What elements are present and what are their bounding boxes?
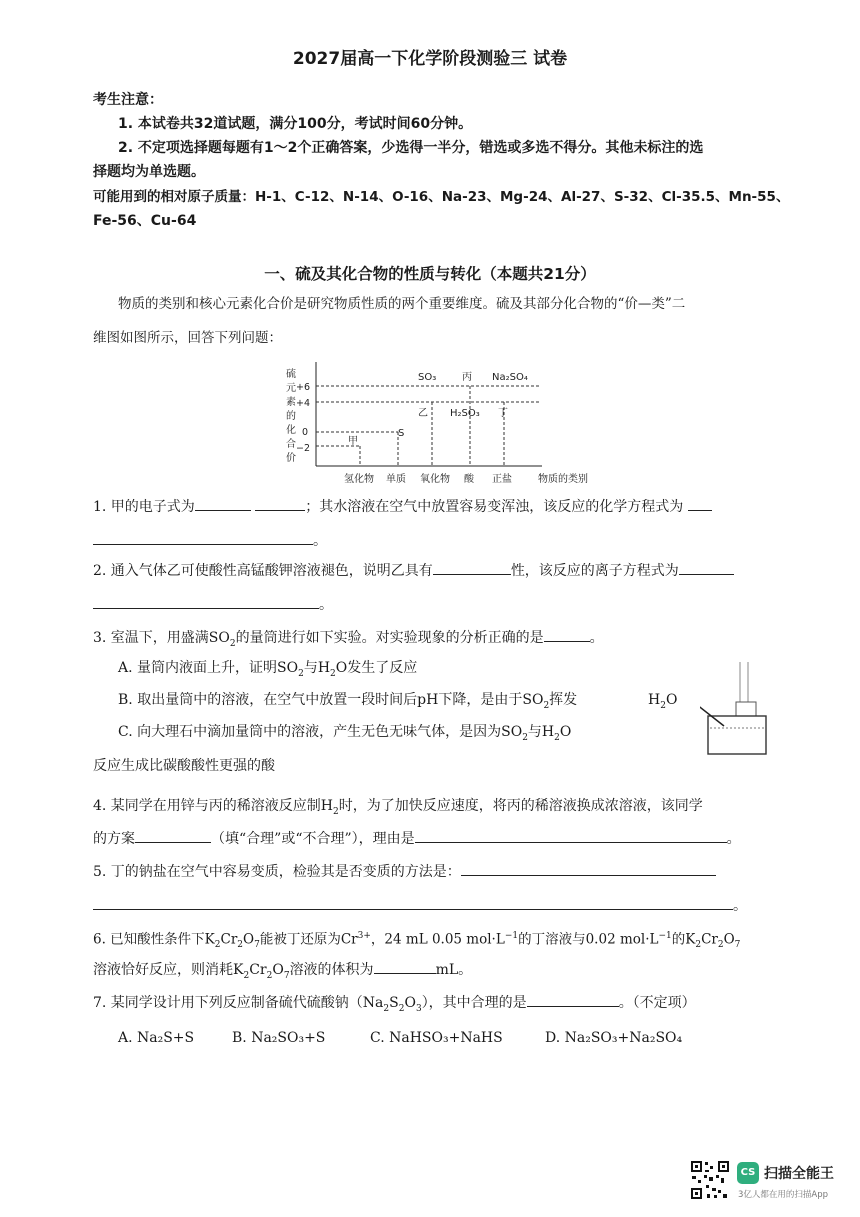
chart-y-label-char: 价 [286, 453, 296, 464]
q7-option-b: B. Na₂SO₃+S [232, 1030, 326, 1046]
tick-label-plus6: +6 [296, 382, 311, 393]
label-pointer-line [700, 704, 724, 726]
q5-blank-method-start[interactable] [461, 861, 716, 876]
chart-y-label-char: 素 [286, 397, 296, 408]
qr-code-icon [690, 1160, 730, 1200]
section-1-title: 一、硫及其化合物的性质与转化（本题共21分） [264, 265, 596, 283]
q1-blank-equation[interactable] [93, 530, 313, 545]
notice-item-2b: 择题均为单选题。 [93, 164, 205, 180]
chart-point-label: 丙 [462, 372, 472, 383]
q1-stem-pre: 1. 甲的电子式为 [93, 499, 195, 515]
tick-label-minus2: −2 [296, 443, 311, 454]
chart-point-label: S [398, 428, 405, 439]
scanner-brand-name: 扫描全能王 [764, 1166, 834, 1182]
q3-stem: 3. 室温下，用盛满$SO_2$的量筒进行如下实验。对实验现象的分析正确的是 。 [93, 627, 604, 654]
q4-line2: 的方案 （填“合理”或“不合理”），理由是 。 [93, 828, 741, 849]
q3-option-c: C. 向大理石中滴加量筒中的溶液，产生无色无味气体，是因为$SO_2$与$H_2O$ [118, 724, 572, 743]
chart-category-tick-label: 正盐 [492, 474, 512, 485]
q3-answer-blank[interactable] [544, 627, 590, 642]
cylinder-clamp [736, 702, 756, 716]
q1-line1 [93, 496, 712, 517]
q1-blank-equation-start[interactable] [688, 496, 712, 511]
q5-blank-method[interactable] [93, 895, 733, 910]
notice-item-2a: 2. 不定项选择题每题有1～2个正确答案，少选得一半分，错选或多选不得分。其他未标注的选 [118, 140, 704, 156]
notice-item-1: 1. 本试卷共32道试题，满分100分，考试时间60分钟。 [118, 116, 473, 132]
chart-point-label: 丁 [498, 408, 508, 419]
chart-point-label: SO₃ [418, 372, 437, 383]
camscanner-logo-icon: CS [737, 1162, 759, 1184]
q7-answer-blank[interactable] [527, 992, 619, 1007]
chart-category-tick-label: 氧化物 [420, 474, 450, 485]
chart-y-label-char: 化 [286, 425, 296, 436]
q3-option-a: A. 量筒内液面上升，证明$SO_2$与$H_2O$发生了反应 [118, 660, 418, 679]
chart-x-axis-label: 物质的类别 [538, 474, 588, 485]
chart-y-axis-label [286, 367, 296, 464]
atomic-masses-line1: 可能用到的相对原子质量：H-1、C-12、N-14、O-16、Na-23、Mg-24、Al-27、S-32、Cl-35.5、Mn-55、 [93, 189, 790, 205]
q2-line2: 。 [93, 594, 333, 615]
q5-line2: 。 [93, 895, 747, 916]
q4-blank-judgement[interactable] [135, 828, 211, 843]
q7-option-d: D. Na₂SO₃+Na₂SO₄ [545, 1030, 683, 1046]
q1-line2: 。 [93, 530, 327, 551]
chart-y-label-char: 元 [286, 383, 296, 394]
chart-category-tick-label: 氢化物 [344, 474, 374, 485]
q6-blank-volume[interactable] [374, 959, 436, 974]
scanner-watermark [690, 1160, 850, 1204]
section-1-intro-b: 维图如图所示，回答下列问题： [93, 330, 282, 346]
notice-heading: 考生注意： [93, 92, 163, 108]
q3-option-b: B. 取出量筒中的溶液，在空气中放置一段时间后pH下降，是由于$SO_2$挥发 [118, 692, 578, 711]
q2-stem-pre: 2. 通入气体乙可使酸性高锰酸钾溶液褪色，说明乙具有 [93, 563, 433, 579]
chart-category-tick-label: 酸 [464, 474, 474, 485]
q2-stem-post: 性，该反应的离子方程式为 [510, 563, 679, 579]
scanner-tagline: 3亿人都在用的扫描App [738, 1190, 829, 1200]
q4-line1: 4. 某同学在用锌与丙的稀溶液反应制$H_2$时，为了加快反应速度，将丙的稀溶液换成浓溶液，该同学 [93, 798, 703, 817]
page-title: 2027届高一下化学阶段测验三 试卷 [292, 49, 568, 69]
q2-blank-ion-equation[interactable] [93, 594, 319, 609]
q2-blank-property[interactable] [433, 560, 511, 575]
section-1-intro-a: 物质的类别和核心元素化合价是研究物质性质的两个重要维度。硫及其部分化合物的“价—类”二 [118, 296, 686, 312]
q2-blank-ion-equation-start[interactable] [679, 560, 734, 575]
chart-category-tick-label: 单质 [386, 474, 406, 485]
chart-point-label: 乙 [418, 408, 428, 419]
q4-blank-reason[interactable] [415, 828, 727, 843]
chart-y-label-char: 合 [286, 439, 296, 450]
q7-option-c: C. NaHSO₃+NaHS [370, 1030, 503, 1046]
valence-class-chart [280, 360, 600, 490]
q3-option-c-cont: 反应生成比碳酸酸性更强的酸 [93, 758, 275, 774]
chart-point-label: 甲 [348, 436, 358, 447]
q7-option-a: A. Na₂S+S [118, 1030, 195, 1046]
q6-line1: 6. 已知酸性条件下$K_2Cr_2O_7$能被丁还原为$Cr^{3+}$，24 mL 0.05 $mol\cdot L^{-1}$的丁溶液与0.02 $mol\cdot L^{-1}$的$K_2Cr_2O_7$ [93, 931, 741, 951]
q1-stem-post: ；其水溶液在空气中放置容易变浑浊，该反应的化学方程式为 [305, 499, 684, 515]
atomic-masses-line2: Fe-56、Cu-64 [93, 213, 197, 229]
tick-label-zero: 0 [302, 427, 309, 438]
q1-blank-electron-b[interactable] [255, 496, 305, 511]
q1-blank-electron-a[interactable] [195, 496, 251, 511]
chart-point-label: Na₂SO₄ [492, 372, 528, 383]
q7-stem: 7. 某同学设计用下列反应制备硫代硫酸钠$(Na_2S_2O_3)$，其中合理的是 。（不定项） [93, 992, 696, 1019]
chart-y-label-char: 的 [286, 411, 296, 422]
water-trough [708, 716, 766, 754]
q5-line1: 5. 丁的钠盐在空气中容易变质，检验其是否变质的方法是： [93, 861, 716, 882]
q6-line2: 溶液恰好反应，则消耗$K_2Cr_2O_7$溶液的体积为 mL。 [93, 959, 472, 986]
tick-label-plus4: +4 [296, 398, 311, 409]
q2-line1 [93, 560, 734, 581]
gas-cylinder-apparatus [700, 662, 780, 762]
chart-y-label-char: 硫 [286, 369, 296, 380]
apparatus-h2o-label: $H_2O$ [648, 692, 678, 711]
chart-point-label: H₂SO₃ [450, 408, 480, 419]
